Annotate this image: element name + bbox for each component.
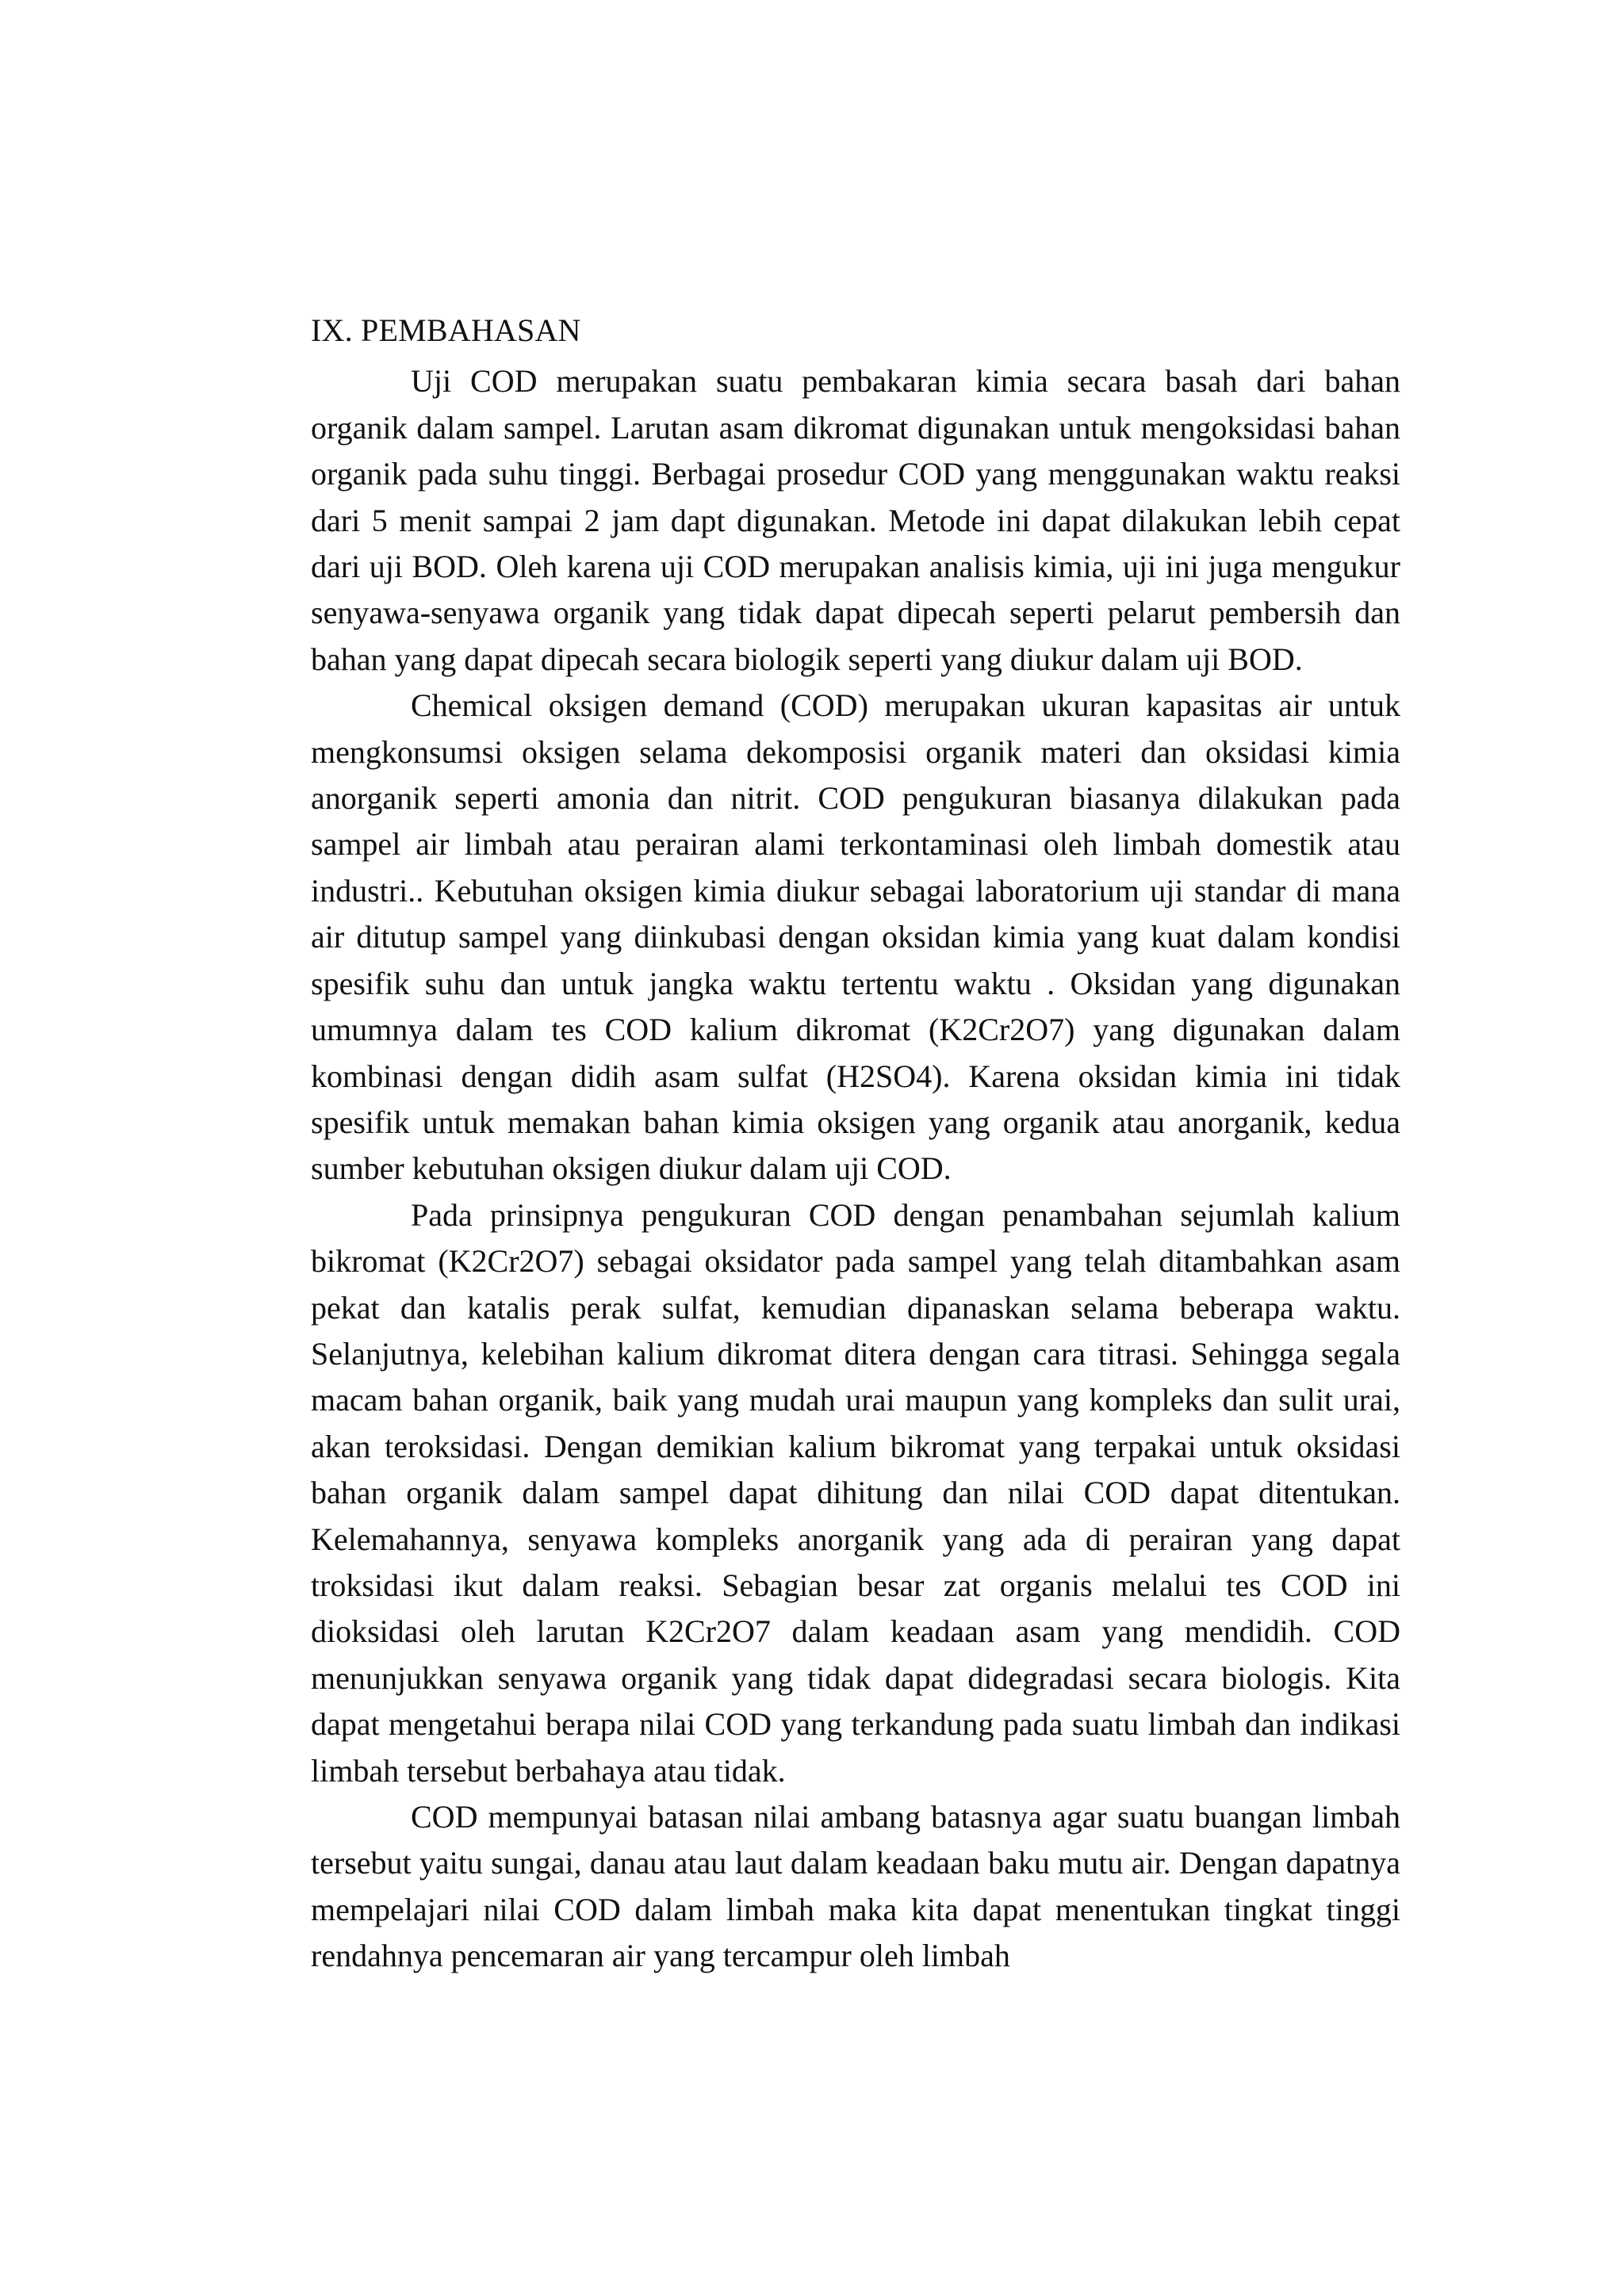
paragraph-2: Chemical oksigen demand (COD) merupakan ukuran kapasitas air untuk mengkonsumsi oksigen selama dekomposisi organik materi dan oksidasi kimia anorganik seperti amonia dan nitrit. COD pengukuran biasanya dilakukan pada sampel air limbah atau perairan alami terkontaminasi oleh limbah domestik atau industri.. Kebutuhan oksigen kimia diukur sebagai laboratorium uji standar di mana air ditutup sampel yang diinkubasi dengan oksidan kimia yang kuat dalam kondisi spesifik suhu dan untuk jangka waktu tertentu waktu . Oksidan yang digunakan umumnya dalam tes COD kalium dikromat (K2Cr2O7) yang digunakan dalam kombinasi dengan didih asam sulfat (H2SO4). Karena oksidan kimia ini tidak spesifik untuk memakan bahan kimia oksigen yang organik atau anorganik, kedua sumber kebutuhan oksigen diukur dalam uji COD. [311, 687, 1400, 1187]
section-heading: IX. PEMBAHASAN [311, 312, 581, 348]
paragraph-4: COD mempunyai batasan nilai ambang batasnya agar suatu buangan limbah tersebut yaitu sungai, danau atau laut dalam keadaan baku mutu air. Dengan dapatnya mempelajari nilai COD dalam limbah maka kita dapat menentukan tingkat tinggi rendahnya pencemaran air yang tercampur oleh limbah [311, 1799, 1400, 1974]
document-body [311, 308, 1400, 1980]
paragraph-1: Uji COD merupakan suatu pembakaran kimia secara basah dari bahan organik dalam sampel. Larutan asam dikromat digunakan untuk mengoksidasi bahan organik pada suhu tinggi. Berbagai prosedur COD yang menggunakan waktu reaksi dari 5 menit sampai 2 jam dapt digunakan. Metode ini dapat dilakukan lebih cepat dari uji BOD. Oleh karena uji COD merupakan analisis kimia, uji ini juga mengukur senyawa-senyawa organik yang tidak dapat dipecah seperti pelarut pembersih dan bahan yang dapat dipecah secara biologik seperti yang diukur dalam uji BOD. [311, 363, 1400, 677]
paragraph-3: Pada prinsipnya pengukuran COD dengan penambahan sejumlah kalium bikromat (K2Cr2O7) sebagai oksidator pada sampel yang telah ditambahkan asam pekat dan katalis perak sulfat, kemudian dipanaskan selama beberapa waktu. Selanjutnya, kelebihan kalium dikromat ditera dengan cara titrasi. Sehingga segala macam bahan organik, baik yang mudah urai maupun yang kompleks dan sulit urai, akan teroksidasi. Dengan demikian kalium bikromat yang terpakai untuk oksidasi bahan organik dalam sampel dapat dihitung dan nilai COD dapat ditentukan. Kelemahannya, senyawa kompleks anorganik yang ada di perairan yang dapat troksidasi ikut dalam reaksi. Sebagian besar zat organis melalui tes COD ini dioksidasi oleh larutan K2Cr2O7 dalam keadaan asam yang mendidih. COD menunjukkan senyawa organik yang tidak dapat didegradasi secara biologis. Kita dapat mengetahui berapa nilai COD yang terkandung pada suatu limbah dan indikasi limbah tersebut berbahaya atau tidak. [311, 1196, 1400, 1789]
